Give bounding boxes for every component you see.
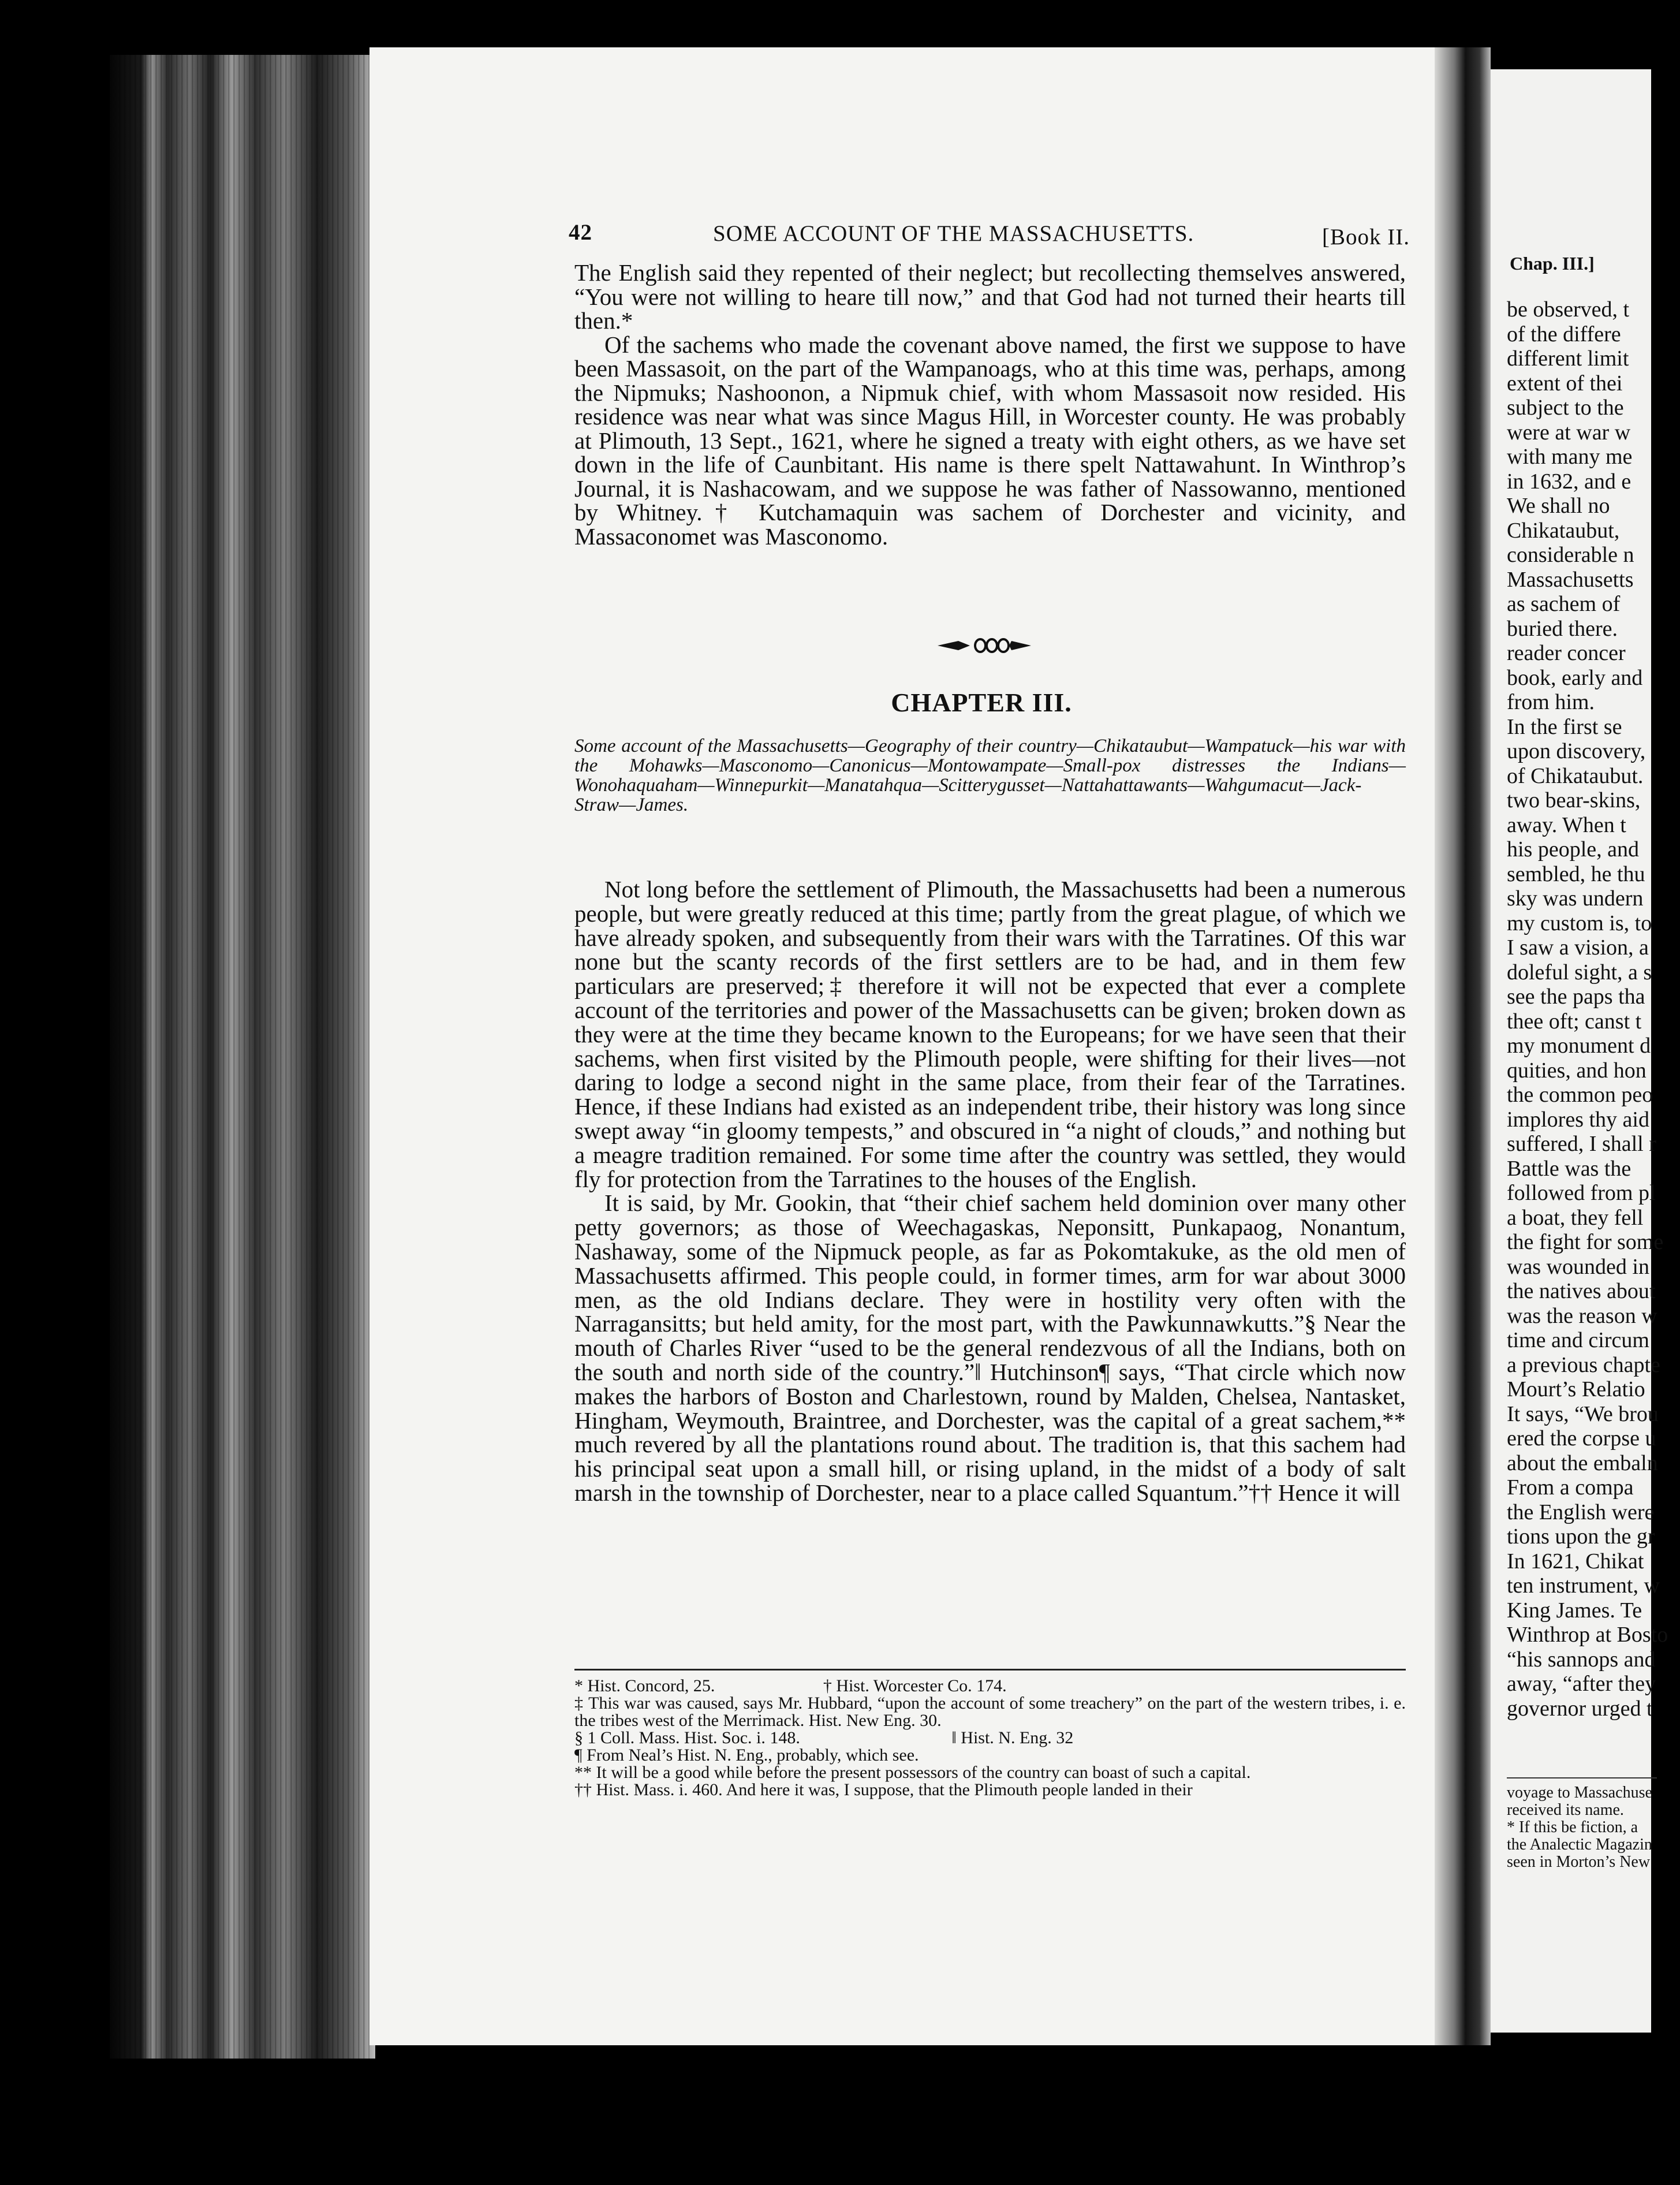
right-page-line: Battle was the	[1507, 1156, 1632, 1181]
right-page-line: about the embaln	[1507, 1451, 1658, 1475]
right-page-line: I saw a vision, a	[1507, 935, 1649, 960]
right-page-line: buried there.	[1507, 616, 1618, 641]
right-page-line: governor urged t	[1507, 1696, 1653, 1721]
right-page-line: subject to the	[1507, 396, 1624, 420]
page-number: 42	[569, 220, 592, 245]
right-page-line: a previous chapte	[1507, 1352, 1660, 1377]
right-page-line: of Chikataubut.	[1507, 763, 1644, 788]
right-page-line: the natives about	[1507, 1279, 1656, 1303]
footnote: ¶ From Neal’s Hist. N. Eng., probably, which see.	[574, 1746, 919, 1765]
right-page-line: the fight for some	[1507, 1230, 1664, 1254]
right-page-line: ten instrument, w	[1507, 1574, 1660, 1598]
book-spine-texture	[115, 55, 369, 2059]
right-page-line: suffered, I shall r	[1507, 1132, 1656, 1156]
right-page-line: upon discovery,	[1507, 739, 1646, 763]
right-page-line: different limit	[1507, 346, 1629, 371]
right-page-line: Chikataubut,	[1507, 518, 1620, 543]
ornament-divider	[935, 634, 1033, 657]
right-page-line: were at war w	[1507, 420, 1631, 445]
footnote: § 1 Coll. Mass. Hist. Soc. i. 148. ‖ Hist. N. Eng. 32	[574, 1728, 1074, 1747]
right-page-line: extent of thei	[1507, 371, 1623, 396]
paragraph: It is said, by Mr. Gookin, that “their chief sachem held dominion over many other petty governors; as those of Weechagaskas, Neponsitt, Punkapaog, Nonantum, Nashaway, some of the Nipmuck people, as far as Pokomtakuke, as the old men of Massachusetts affirmed. This people could, in former times, arm for war about 3000 men, as the old Indians declare. They were in hostility very often with the Narragansitts; but held amity, for the most part, with the Pawkunnawkutts.”§ Near the mouth of Charles River “used to be the general rendezvous of all the Indians, both on the south and north side of the country.”‖ Hutchinson¶ says, “That circle which now makes the harbors of Boston and Charlestown, round by Malden, Chelsea, Nantasket, Hingham, Weymouth, Braintree, and Dorchester, was the capital of a great sachem,** much revered by all the plantations round about. The tradition is, that this sachem had his principal seat upon a small hill, or rising upland, in the midst of a body of salt marsh in the township of Dorchester, near to a place called Squantum.”†† Hence it will	[574, 1190, 1406, 1506]
right-page-line: It says, “We brou	[1507, 1401, 1659, 1426]
footnote: †† Hist. Mass. i. 460. And here it was, I suppose, that the Plimouth people landed in their	[574, 1780, 1193, 1799]
right-page-line: was wounded in	[1507, 1254, 1649, 1279]
right-page-line: King James. Te	[1507, 1598, 1642, 1623]
right-page-line: sky was undern	[1507, 886, 1644, 911]
right-page-line: sembled, he thu	[1507, 862, 1645, 886]
chapter-summary: Some account of the Massachusetts—Geography of their country—Chikataubut—Wampatuck—his war with the Mohawks—Masconomo—Canonicus—Montowampate—Small-pox distresses the Indians—Wonohaquaham—Winnepurkit—Manatahqua—Scitterygusset—Nattahattawants—Wahgumacut—Jack-Straw—James.	[574, 736, 1406, 815]
right-page-line: the English were	[1507, 1500, 1655, 1524]
right-page-line: followed from pl	[1507, 1181, 1656, 1205]
text-block-continued	[574, 261, 1406, 549]
right-page-footnote-line: seen in Morton’s New	[1507, 1853, 1651, 1871]
footnote: ** It will be a good while before the present possessors of the country can boast of such a capital.	[574, 1763, 1251, 1782]
book-gutter	[1435, 47, 1491, 2045]
right-page-line: away. When t	[1507, 812, 1626, 837]
right-page-line: his people, and	[1507, 837, 1640, 862]
right-page-line: my custom is, to	[1507, 911, 1652, 935]
right-page-line: In the first se	[1507, 714, 1622, 739]
paragraph: The English said they repented of their neglect; but recollecting themselves answered, “You were not willing to heare till now,” and that God had not turned their hearts till then.*	[574, 259, 1406, 334]
right-page-line: in 1632, and e	[1507, 469, 1632, 494]
paragraph: Not long before the settlement of Plimouth, the Massachusetts had been a numerous people, but were greatly reduced at this time; partly from the great plague, of which we have already spoken, and subsequently from their wars with the Tarratines. Of this war none but the scanty records of the first settlers are to be had, and in them few particulars are preserved;‡ therefore it will not be expected that ever a complete account of the territories and power of the Massachusetts can be given; broken down as they were at the time they became known to the Europeans; for we have seen that their sachems, when first visited by the Plimouth people, were shifting for their lives—not daring to lodge a second night in the same place, from their fear of the Tarratines. Hence, if these Indians had existed as an independent tribe, their history was long since swept away “in gloomy tempests,” and obscured in “a night of clouds,” and nothing but a meagre tradition remained. For some time after the country was settled, they would fly for protection from the Tarratines to the houses of the English.	[574, 876, 1406, 1192]
paragraph: Of the sachems who made the covenant above named, the first we suppose to have been Massasoit, on the part of the Wampanoags, who at this time was, perhaps, among the Nipmuks; Nashoonon, a Nipmuk chief, with whom Massasoit now resided. His residence was near what was since Magus Hill, in Worcester county. He was probably at Plimouth, 13 Sept., 1621, where he signed a treaty with eight others, as we have set down in the life of Caunbitant. His name is there spelt Nattawahunt. In Winthrop’s Journal, it is Nashacowam, and we suppose he was father of Nassowanno, mentioned by Whitney.† Kutchamaquin was sachem of Dorchester and vicinity, and Massaconomet was Masconomo.	[574, 331, 1406, 550]
right-page-text	[1507, 297, 1680, 1721]
right-page-footnotes	[1507, 1784, 1680, 1871]
right-page-line: quities, and hon	[1507, 1058, 1647, 1083]
right-page-footnote-rule	[1507, 1777, 1657, 1778]
right-page-line: was the reason w	[1507, 1303, 1657, 1328]
right-page-line: away, “after they	[1507, 1672, 1656, 1696]
running-header	[569, 219, 1412, 254]
right-page-header: Chap. III.]	[1510, 253, 1595, 274]
book-label: [Book II.	[1322, 225, 1410, 249]
right-page-line: Mourt’s Relatio	[1507, 1377, 1645, 1401]
footnote: ‡ This war was caused, says Mr. Hubbard, “upon the account of some treachery” on the part of the western tribes, i. e. the tribes west of the Merrimack. Hist. New Eng. 30.	[574, 1694, 1406, 1730]
right-page-line: two bear-skins,	[1507, 788, 1641, 812]
right-page-line: my monument d	[1507, 1034, 1651, 1058]
right-page-line: Massachusetts	[1507, 567, 1634, 592]
right-page-line: a boat, they fell	[1507, 1205, 1644, 1230]
right-page-line: book, early and	[1507, 665, 1643, 690]
chapter-body	[574, 878, 1406, 1505]
footnote: * Hist. Concord, 25. † Hist. Worcester Co. 174.	[574, 1676, 1007, 1695]
right-page-line: be observed, t	[1507, 297, 1630, 322]
right-page-footnote-line: the Analectic Magazin	[1507, 1836, 1652, 1854]
right-page-line: considerable n	[1507, 543, 1634, 567]
right-page-line: tions upon the gr	[1507, 1524, 1655, 1549]
right-page-line: as sachem of	[1507, 592, 1621, 616]
right-page-line: implores thy aid	[1507, 1107, 1649, 1132]
right-page-line: the common peo	[1507, 1083, 1653, 1107]
right-page-line: thee oft; canst t	[1507, 1009, 1642, 1034]
right-page-line: From a compa	[1507, 1475, 1634, 1500]
right-page-line: We shall no	[1507, 494, 1610, 518]
right-page-line: time and circum	[1507, 1328, 1649, 1352]
right-page-line: doleful sight, a s	[1507, 960, 1652, 985]
right-page-footnote-line: * If this be fiction, a	[1507, 1818, 1638, 1836]
footnote-rule	[574, 1669, 1406, 1671]
right-page-line: from him.	[1507, 690, 1595, 714]
footnotes	[574, 1677, 1406, 1799]
right-page-line: reader concer	[1507, 641, 1626, 665]
right-page-line: with many me	[1507, 445, 1633, 469]
right-page-line: of the differe	[1507, 322, 1621, 346]
right-page-line: ered the corpse u	[1507, 1426, 1656, 1451]
chapter-title: CHAPTER III.	[891, 688, 1072, 717]
right-page-line: Winthrop at Bosto	[1507, 1623, 1668, 1647]
right-page-line: see the paps tha	[1507, 985, 1645, 1009]
right-page-line: In 1621, Chikat	[1507, 1549, 1644, 1574]
right-page-line: “his sannops and	[1507, 1647, 1656, 1672]
right-page-footnote-line: voyage to Massachuse	[1507, 1784, 1652, 1802]
running-title: SOME ACCOUNT OF THE MASSACHUSETTS.	[713, 221, 1194, 246]
right-page-footnote-line: received its name.	[1507, 1801, 1624, 1819]
